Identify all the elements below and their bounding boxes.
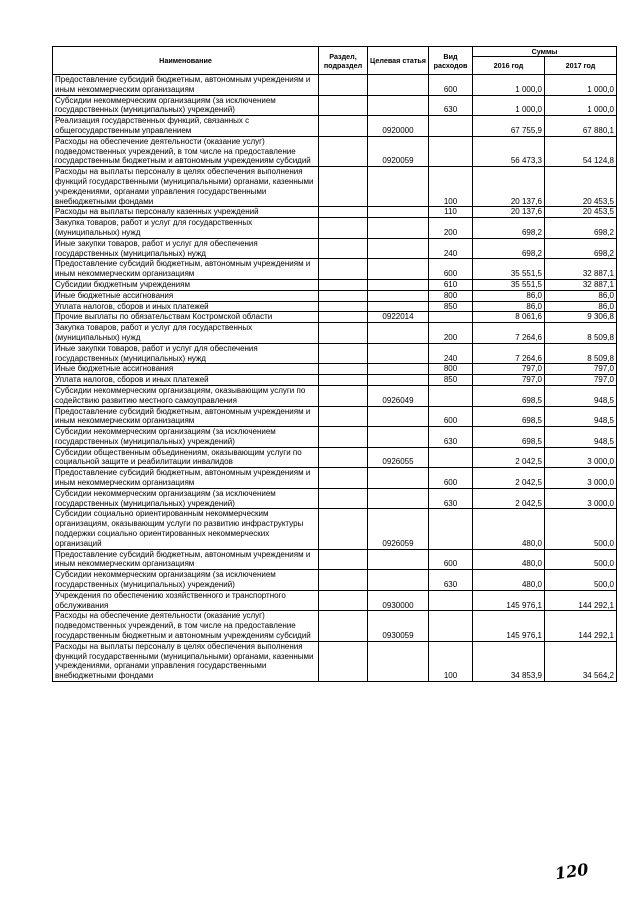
row-name-cell: Субсидии некоммерческим организациям (за исключением государственных (муниципальных) учреждений) [53,427,319,448]
row-target-cell [368,641,429,681]
row-name-cell: Субсидии некоммерческим организациям (за исключением государственных (муниципальных) учреждений) [53,488,319,509]
row-section-cell [319,509,368,549]
row-target-cell: 0926059 [368,509,429,549]
row-name-cell: Уплата налогов, сборов и иных платежей [53,375,319,386]
row-target-cell: 0920059 [368,136,429,166]
row-2017-cell: 797,0 [545,375,617,386]
row-target-cell: 0920000 [368,116,429,137]
row-2016-cell: 67 755,9 [473,116,545,137]
row-name-cell: Уплата налогов, сборов и иных платежей [53,301,319,312]
row-2016-cell: 35 551,5 [473,279,545,290]
row-kind-cell: 630 [429,427,473,448]
row-section-cell [319,75,368,96]
row-kind-cell: 610 [429,279,473,290]
header-name: Наименование [53,47,319,75]
row-section-cell [319,290,368,301]
row-2017-cell: 3 000,0 [545,468,617,489]
row-section-cell [319,549,368,570]
row-target-cell [368,75,429,96]
row-2017-cell: 20 453,5 [545,207,617,218]
row-section-cell [319,312,368,323]
row-kind-cell: 200 [429,323,473,344]
row-2016-cell: 2 042,5 [473,447,545,468]
row-target-cell [368,323,429,344]
row-2016-cell: 56 473,3 [473,136,545,166]
row-kind-cell [429,611,473,641]
row-name-cell: Субсидии некоммерческим организациям (за исключением государственных (муниципальных) учреждений) [53,570,319,591]
row-section-cell [319,136,368,166]
row-name-cell: Учреждения по обеспечению хозяйственного и транспортного обслуживания [53,590,319,611]
row-kind-cell: 630 [429,95,473,116]
table-row [53,375,617,386]
row-target-cell [368,290,429,301]
row-2016-cell: 20 137,6 [473,167,545,207]
row-2017-cell: 32 887,1 [545,279,617,290]
row-kind-cell: 100 [429,167,473,207]
row-section-cell [319,375,368,386]
row-2017-cell: 144 292,1 [545,611,617,641]
table-row [53,323,617,344]
row-target-cell [368,259,429,280]
budget-sheet [52,46,617,682]
table-row [53,290,617,301]
row-kind-cell: 600 [429,406,473,427]
row-kind-cell [429,447,473,468]
row-section-cell [319,468,368,489]
row-kind-cell: 100 [429,641,473,681]
row-target-cell [368,468,429,489]
row-section-cell [319,406,368,427]
row-target-cell [368,207,429,218]
row-section-cell [319,167,368,207]
row-section-cell [319,447,368,468]
row-2017-cell: 54 124,8 [545,136,617,166]
row-2016-cell: 698,5 [473,427,545,448]
table-row [53,343,617,364]
row-name-cell: Расходы на выплаты персоналу в целях обеспечения выполнения функций государственными (муниципальными) органами, казенными учреждениями, органами управления государственными внебюджетными фондами [53,167,319,207]
table-row [53,509,617,549]
row-2016-cell: 8 061,6 [473,312,545,323]
row-kind-cell: 240 [429,343,473,364]
header-section: Раздел, подраздел [319,47,368,75]
row-2016-cell: 7 264,6 [473,343,545,364]
row-kind-cell [429,509,473,549]
row-2017-cell: 948,5 [545,385,617,406]
row-2016-cell: 480,0 [473,509,545,549]
row-name-cell: Иные бюджетные ассигнования [53,290,319,301]
row-kind-cell [429,385,473,406]
row-section-cell [319,427,368,448]
row-name-cell: Закупка товаров, работ и услуг для государственных (муниципальных) нужд [53,218,319,239]
row-section-cell [319,611,368,641]
row-kind-cell: 110 [429,207,473,218]
table-header [53,47,617,75]
table-row [53,385,617,406]
row-section-cell [319,641,368,681]
row-2017-cell: 500,0 [545,509,617,549]
row-2017-cell: 8 509,8 [545,323,617,344]
row-kind-cell [429,312,473,323]
row-2017-cell: 144 292,1 [545,590,617,611]
row-2016-cell: 2 042,5 [473,468,545,489]
row-target-cell [368,301,429,312]
table-row [53,549,617,570]
table-row [53,488,617,509]
row-kind-cell [429,116,473,137]
row-target-cell: 0930000 [368,590,429,611]
row-name-cell: Расходы на обеспечение деятельности (оказание услуг) подведомственных учреждений, в том числе на предоставление государственным бюджетным и автономным учреждениям субсидий [53,611,319,641]
table-row [53,570,617,591]
row-kind-cell: 850 [429,375,473,386]
row-name-cell: Закупка товаров, работ и услуг для государственных (муниципальных) нужд [53,323,319,344]
row-2017-cell: 698,2 [545,218,617,239]
row-target-cell: 0930059 [368,611,429,641]
row-2016-cell: 7 264,6 [473,323,545,344]
row-target-cell [368,279,429,290]
row-2016-cell: 480,0 [473,570,545,591]
row-name-cell: Предоставление субсидий бюджетным, автономным учреждениям и иным некоммерческим организациям [53,549,319,570]
row-section-cell [319,590,368,611]
page-number: 120 [553,859,590,884]
table-row [53,468,617,489]
row-2017-cell: 86,0 [545,290,617,301]
table-row [53,427,617,448]
row-2016-cell: 797,0 [473,375,545,386]
row-target-cell [368,364,429,375]
row-2016-cell: 1 000,0 [473,95,545,116]
table-row [53,447,617,468]
table-row [53,259,617,280]
row-kind-cell [429,136,473,166]
row-2016-cell: 145 976,1 [473,611,545,641]
row-section-cell [319,218,368,239]
budget-table [52,46,617,682]
row-2017-cell: 500,0 [545,549,617,570]
row-section-cell [319,570,368,591]
row-name-cell: Субсидии социально ориентированным некоммерческим организациям, оказывающим услуги по развитию инфраструктуры поддержки социально ориентированных некоммерческих организаций [53,509,319,549]
row-2016-cell: 34 853,9 [473,641,545,681]
row-target-cell [368,218,429,239]
row-2017-cell: 86,0 [545,301,617,312]
row-kind-cell: 800 [429,290,473,301]
row-kind-cell: 240 [429,238,473,259]
row-2017-cell: 500,0 [545,570,617,591]
row-kind-cell: 600 [429,259,473,280]
table-row [53,218,617,239]
row-target-cell [368,488,429,509]
table-row [53,301,617,312]
table-row [53,406,617,427]
row-2017-cell: 9 306,8 [545,312,617,323]
row-name-cell: Реализация государственных функций, связанных с общегосударственным управлением [53,116,319,137]
row-section-cell [319,488,368,509]
table-row [53,590,617,611]
row-2016-cell: 797,0 [473,364,545,375]
row-target-cell [368,375,429,386]
row-section-cell [319,301,368,312]
row-2017-cell: 698,2 [545,238,617,259]
row-section-cell [319,323,368,344]
table-row [53,116,617,137]
row-kind-cell: 630 [429,570,473,591]
row-2016-cell: 86,0 [473,301,545,312]
header-year-2017: 2017 год [545,57,617,75]
row-name-cell: Расходы на выплаты персоналу казенных учреждений [53,207,319,218]
row-name-cell: Расходы на выплаты персоналу в целях обеспечения выполнения функций государственными (муниципальными) органами, казенными учреждениями, органами управления государственными внебюджетными фондами [53,641,319,681]
table-row [53,75,617,96]
row-kind-cell: 600 [429,549,473,570]
row-name-cell: Иные закупки товаров, работ и услуг для обеспечения государственных (муниципальных) нужд [53,238,319,259]
table-row [53,364,617,375]
row-section-cell [319,385,368,406]
row-name-cell: Предоставление субсидий бюджетным, автономным учреждениям и иным некоммерческим организациям [53,259,319,280]
row-2017-cell: 948,5 [545,406,617,427]
row-2016-cell: 20 137,6 [473,207,545,218]
row-name-cell: Субсидии некоммерческим организациям (за исключением государственных (муниципальных) учреждений) [53,95,319,116]
row-2017-cell: 797,0 [545,364,617,375]
row-2017-cell: 8 509,8 [545,343,617,364]
row-target-cell [368,570,429,591]
row-2016-cell: 1 000,0 [473,75,545,96]
header-year-2016: 2016 год [473,57,545,75]
row-kind-cell: 200 [429,218,473,239]
header-target: Целевая статья [368,47,429,75]
row-kind-cell: 800 [429,364,473,375]
row-section-cell [319,95,368,116]
table-body [53,75,617,682]
row-section-cell [319,279,368,290]
row-section-cell [319,364,368,375]
row-kind-cell: 600 [429,75,473,96]
row-target-cell [368,238,429,259]
row-2016-cell: 698,2 [473,218,545,239]
row-section-cell [319,343,368,364]
row-target-cell [368,343,429,364]
row-kind-cell: 600 [429,468,473,489]
table-row [53,641,617,681]
row-target-cell [368,406,429,427]
table-row [53,279,617,290]
row-2017-cell: 32 887,1 [545,259,617,280]
row-name-cell: Предоставление субсидий бюджетным, автономным учреждениям и иным некоммерческим организациям [53,406,319,427]
row-name-cell: Субсидии некоммерческим организациям, оказывающим услуги по содействию развитию местного самоуправления [53,385,319,406]
row-section-cell [319,238,368,259]
row-kind-cell: 850 [429,301,473,312]
row-name-cell: Предоставление субсидий бюджетным, автономным учреждениям и иным некоммерческим организациям [53,468,319,489]
row-section-cell [319,207,368,218]
row-2016-cell: 145 976,1 [473,590,545,611]
row-name-cell: Прочие выплаты по обязательствам Костромской области [53,312,319,323]
row-2017-cell: 20 453,5 [545,167,617,207]
row-kind-cell: 630 [429,488,473,509]
row-2017-cell: 3 000,0 [545,447,617,468]
table-row [53,136,617,166]
table-row [53,238,617,259]
table-row [53,207,617,218]
row-target-cell [368,167,429,207]
row-target-cell: 0926049 [368,385,429,406]
row-name-cell: Субсидии бюджетным учреждениям [53,279,319,290]
row-target-cell [368,549,429,570]
row-section-cell [319,116,368,137]
row-name-cell: Субсидии общественным объединениям, оказывающим услуги по социальной защите и реабилитации инвалидов [53,447,319,468]
row-target-cell: 0922014 [368,312,429,323]
row-kind-cell [429,590,473,611]
row-name-cell: Иные бюджетные ассигнования [53,364,319,375]
row-2016-cell: 35 551,5 [473,259,545,280]
row-2017-cell: 34 564,2 [545,641,617,681]
row-section-cell [319,259,368,280]
row-2017-cell: 67 880,1 [545,116,617,137]
row-2016-cell: 698,5 [473,385,545,406]
row-name-cell: Иные закупки товаров, работ и услуг для обеспечения государственных (муниципальных) нужд [53,343,319,364]
row-2016-cell: 480,0 [473,549,545,570]
table-row [53,611,617,641]
row-2017-cell: 3 000,0 [545,488,617,509]
row-2017-cell: 1 000,0 [545,75,617,96]
row-target-cell [368,95,429,116]
row-target-cell [368,427,429,448]
header-sums: Суммы [473,47,617,57]
header-kind: Вид расходов [429,47,473,75]
row-2017-cell: 948,5 [545,427,617,448]
row-2016-cell: 698,5 [473,406,545,427]
row-2017-cell: 1 000,0 [545,95,617,116]
row-name-cell: Расходы на обеспечение деятельности (оказание услуг) подведомственных учреждений, в том числе на предоставление государственным бюджетным и автономным учреждениям субсидий [53,136,319,166]
row-target-cell: 0926055 [368,447,429,468]
table-row [53,95,617,116]
table-row [53,167,617,207]
row-2016-cell: 86,0 [473,290,545,301]
row-2016-cell: 698,2 [473,238,545,259]
row-name-cell: Предоставление субсидий бюджетным, автономным учреждениям и иным некоммерческим организациям [53,75,319,96]
row-2016-cell: 2 042,5 [473,488,545,509]
table-row [53,312,617,323]
